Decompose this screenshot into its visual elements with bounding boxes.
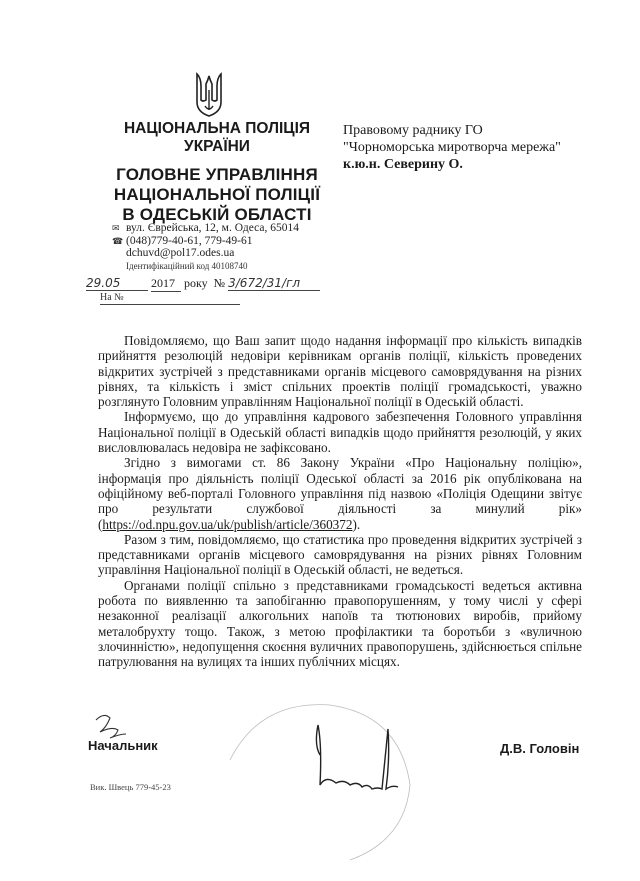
org-line-1: НАЦІОНАЛЬНА ПОЛІЦІЯ — [123, 120, 311, 137]
contacts-block — [112, 222, 332, 272]
letter-body — [98, 333, 582, 670]
number-label: № — [213, 276, 226, 290]
signature-name: Д.В. Головін — [500, 741, 580, 756]
executor-info: Вик. Швець 779-45-23 — [90, 782, 171, 792]
dept-line-1: ГОЛОВНЕ УПРАВЛІННЯ — [116, 165, 318, 184]
date-suffix: року — [184, 276, 208, 290]
recipient-line-2: "Чорноморська миротворча мережа" — [343, 140, 561, 155]
paragraph-5: Органами поліції спільно з представниками громадськості ведеться активна робота по виявленню та запобіганню правопорушенням, у тому числі у сфері незаконної реалізації алкогольних напоїв та тютюнових виробів, прийому металобрухту тощо. Також, з метою профілактики та боротьби з «вуличною злочинністю», недопущення скоєння вуличних правопорушень, здійснюється спільне патрулювання на вулицях та інших публічних місцях. — [98, 577, 582, 670]
date-year: 2017 — [151, 276, 181, 292]
phones: (048)779-40-61, 779-49-61 — [126, 234, 253, 247]
number-value: 3/672/31/гл — [228, 276, 320, 291]
email[interactable]: dchuvd@pol17.odes.ua — [126, 247, 235, 259]
recipient-block — [343, 122, 603, 173]
date-value: 29.05 — [86, 276, 148, 291]
paragraph-4: Разом з тим, повідомляємо, що статистика про проведення відкритих зустрічей з представниками органів місцевого самоврядування на різних рівнях Головним управління Національної поліції в Одеській області, не ведеться. — [98, 531, 582, 578]
paragraph-2: Інформуємо, що до управління кадрового забезпечення Головного управління Національної поліції в Одеській області випадків щодо прийняття резолюцій, у яких висловлювалась недовіра не зафіксовано. — [98, 409, 582, 456]
mail-icon: ✉ — [112, 223, 120, 233]
dept-line-3: В ОДЕСЬКІЙ ОБЛАСТІ — [122, 205, 312, 224]
org-name — [86, 120, 348, 156]
reference-number: На № — [100, 292, 240, 305]
dept-line-2: НАЦІОНАЛЬНОЇ ПОЛІЦІЇ — [113, 185, 321, 204]
org-line-2: УКРАЇНИ — [184, 138, 250, 155]
signature-title: Начальник — [88, 738, 158, 753]
date-number-line — [86, 276, 336, 292]
id-code: Ідентифікаційний код 40108740 — [126, 260, 248, 271]
department-name — [86, 165, 348, 225]
report-link[interactable]: https://od.npu.gov.ua/uk/publish/article/360372 — [102, 516, 353, 532]
paragraph-1: Повідомляємо, що Ваш запит щодо надання інформації про кількість випадків прийняття резолюцій недовіри керівникам органів поліції, кількість проведених відкритих зустрічей з представниками органів місцевого самоврядування на різних рівнях, та кількість і зміст спільних проектів поліції громадськості, уважно розглянуто Головним управлінням Національної поліції в Одеській області. — [98, 333, 582, 410]
phone-icon: ☎ — [112, 235, 124, 246]
recipient-line-1: Правовому раднику ГО — [343, 123, 483, 138]
recipient-line-3: к.ю.н. Северину О. — [343, 157, 463, 172]
address: вул. Єврейська, 12, м. Одеса, 65014 — [126, 222, 299, 234]
trident-emblem-icon — [193, 72, 225, 118]
paragraph-3: Згідно з вимогами ст. 86 Закону України «Про Національну поліцію», інформація про діяльність поліції Одеської області за 2016 рік опублікована на офіційному веб-порталі Головного управління під назвою «Поліція Одещини звітує про результати службової діяльності за минулий рік» (https://od.npu.gov.ua/uk/publish/article/360372). — [98, 455, 582, 532]
